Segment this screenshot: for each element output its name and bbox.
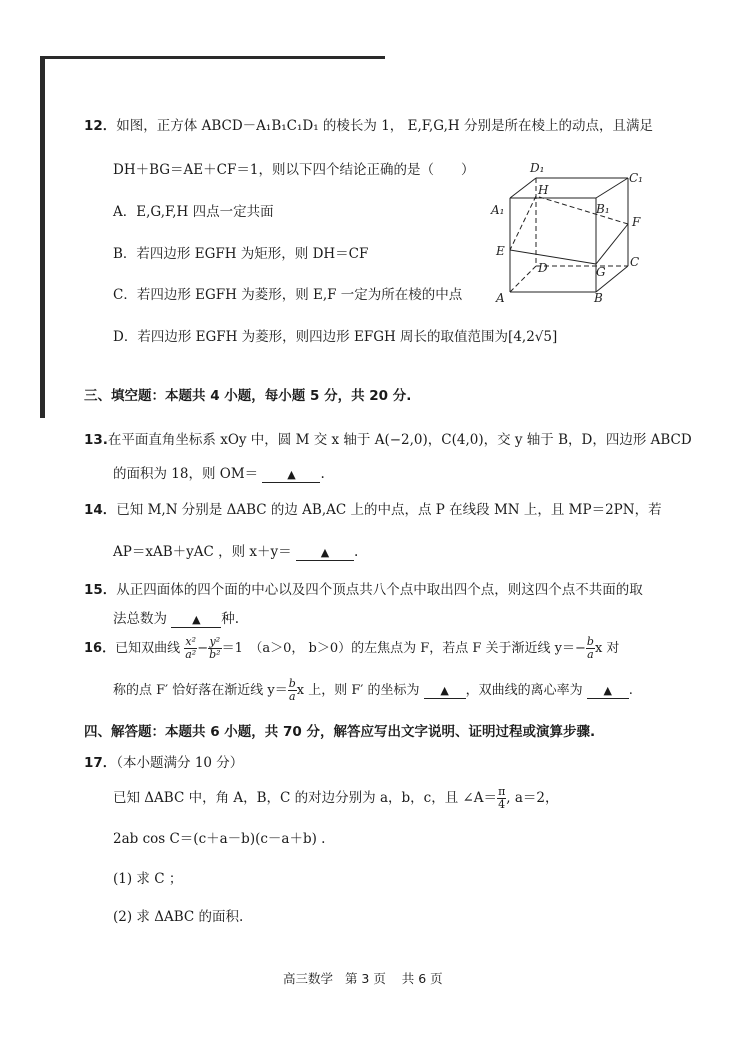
- q17-line2: 2ab cos C＝(c＋a－b)(c－a＋b) .: [113, 831, 326, 847]
- q12-option-c: C．若四边形 EGFH 为菱形，则 E,F 一定为所在棱的中点: [113, 287, 463, 303]
- frac-num: π: [498, 785, 506, 798]
- q13-line1: [84, 428, 692, 448]
- q12-line1: [84, 114, 653, 134]
- q17-number: 17．: [84, 755, 117, 771]
- q16-text-f: ，双曲线的离心率为: [465, 683, 583, 698]
- q13-text: 的面积为 18，则 OM＝: [113, 466, 259, 482]
- scan-left-edge: [40, 58, 45, 418]
- frac-den: a: [288, 690, 296, 703]
- q16-line1: 16．已知双曲线 $\frac{\text{x²}}{\text{a²}}$ − $\frac{\text{y²}}{\text{b²}}$ ＝1 （a＞0， b＞0）的左焦点为 F，若点 F 关于渐近线 y＝− $\frac{b}{a}$ x 对: [84, 635, 620, 661]
- label-G: G: [596, 265, 606, 279]
- q17-line1: [113, 786, 559, 811]
- q16-number: 16．: [84, 641, 116, 656]
- q14-number: 14．: [84, 502, 117, 518]
- label-C: C: [630, 255, 640, 269]
- footer-total: 共 6 页: [401, 971, 443, 986]
- q16-line2: [113, 678, 633, 703]
- frac-num: b: [288, 677, 296, 690]
- section-3-heading: 三、填空题：本题共 4 小题，每小题 5 分，共 20 分.: [84, 388, 412, 404]
- frac-num: b: [586, 635, 594, 648]
- q15-number: 15．: [84, 582, 117, 598]
- q13-line2: [113, 462, 325, 483]
- q14-end: .: [353, 544, 359, 560]
- q14-text: AP＝xAB＋yAC ，则 x＋y＝: [113, 544, 292, 560]
- q16-frac-y: [208, 636, 221, 661]
- q13-number: 13.: [84, 432, 108, 448]
- q16-answer-blank-2[interactable]: [587, 683, 629, 699]
- q14-stem: 已知 M,N 分别是 ΔABC 的边 AB,AC 上的中点，点 P 在线段 MN 上，且 MP＝2PN，若: [116, 502, 662, 518]
- q12-stem: 如图，正方体 ABCD－A₁B₁C₁D₁ 的棱长为 1， E,F,G,H 分别是所在棱上的动点，且满足: [116, 118, 653, 134]
- q16-text-d: 称的点 F′ 恰好落在渐近线 y＝: [113, 683, 288, 698]
- q13-stem: 在平面直角坐标系 xOy 中，圆 M 交 x 轴于 A(−2,0)，C(4,0)，交 y 轴于 B，D，四边形 ABCD: [107, 432, 692, 448]
- frac-den: a: [587, 648, 594, 661]
- q17-part2: (2) 求 ΔABC 的面积.: [113, 909, 244, 925]
- label-F: F: [632, 215, 641, 229]
- q17-part1: (1) 求 C ；: [113, 871, 183, 887]
- q15-stem: 从正四面体的四个面的中心以及四个顶点共八个点中取出四个点，则这四个点不共面的取: [116, 582, 643, 598]
- scan-top-edge: [40, 56, 385, 59]
- blank-marker: ▲: [287, 468, 296, 481]
- frac-num: y²: [209, 635, 221, 648]
- q14-line2: [113, 540, 358, 561]
- q15-line2: [113, 607, 239, 628]
- q14-line1: [84, 498, 662, 518]
- q16-frac-slope: [586, 636, 595, 661]
- q17-header: [84, 751, 243, 771]
- label-B: B: [594, 291, 603, 305]
- frac-den: a²: [185, 648, 197, 661]
- blank-marker: ▲: [192, 613, 201, 626]
- q12-option-b: B．若四边形 EGFH 为矩形，则 DH＝CF: [113, 246, 369, 262]
- q16-text-b: ＝1 （a＞0， b＞0）的左焦点为 F，若点 F 关于渐近线 y＝−: [221, 641, 586, 656]
- label-H: H: [538, 183, 549, 197]
- q15-text: 法总数为: [113, 611, 167, 627]
- q14-answer-blank[interactable]: [296, 544, 354, 561]
- q16-frac-slope2: [288, 678, 297, 703]
- label-C1: C₁: [629, 171, 643, 185]
- q15-answer-blank[interactable]: [171, 611, 221, 628]
- cube-figure: [488, 156, 658, 306]
- q16-text-a: 已知双曲线: [115, 641, 181, 656]
- q13-answer-blank[interactable]: [262, 466, 320, 483]
- frac-num: x²: [185, 635, 197, 648]
- q17-points: （本小题满分 10 分）: [116, 755, 244, 771]
- page-footer: [283, 969, 443, 987]
- q12-option-d: D．若四边形 EGFH 为菱形，则四边形 EFGH 周长的取值范围为[4,2√5]: [113, 329, 558, 345]
- blank-marker: ▲: [320, 546, 330, 559]
- q16-frac-x: [184, 636, 197, 661]
- q17-frac-angle: [497, 786, 506, 811]
- section-4-heading: 四、解答题：本题共 6 小题，共 70 分，解答应写出文字说明、证明过程或演算步骤.: [84, 724, 596, 740]
- q16-end: .: [628, 683, 633, 698]
- label-D: D: [538, 261, 548, 275]
- q17-text-b: , a＝2，: [506, 790, 559, 806]
- q13-end: .: [320, 466, 325, 482]
- blank-marker: ▲: [440, 684, 449, 697]
- footer-page: 第 3 页: [344, 971, 386, 986]
- label-D1: D₁: [530, 161, 545, 175]
- q12-line2: DH＋BG＝AE＋CF＝1，则以下四个结论正确的是（ ）: [113, 162, 475, 178]
- q17-text-a: 已知 ΔABC 中，角 A，B，C 的对边分别为 a，b，c，且 ∠A＝: [113, 790, 498, 806]
- q15-end: 种.: [221, 611, 240, 627]
- q16-answer-blank-1[interactable]: [424, 683, 466, 699]
- label-E: E: [496, 244, 505, 258]
- label-A: A: [496, 291, 505, 305]
- q16-text-e: x 上，则 F′ 的坐标为: [296, 683, 420, 698]
- q15-line1: [84, 578, 643, 598]
- footer-subject: 高三数学: [283, 971, 334, 986]
- label-B1: B₁: [596, 202, 610, 216]
- label-A1: A₁: [491, 203, 505, 217]
- frac-den: 4: [498, 798, 506, 811]
- q12-number: 12．: [84, 118, 117, 134]
- blank-marker: ▲: [603, 684, 612, 697]
- frac-den: b²: [209, 648, 221, 661]
- q16-text-c: x 对: [594, 641, 620, 656]
- q12-option-a: A．E,G,F,H 四点一定共面: [113, 204, 274, 220]
